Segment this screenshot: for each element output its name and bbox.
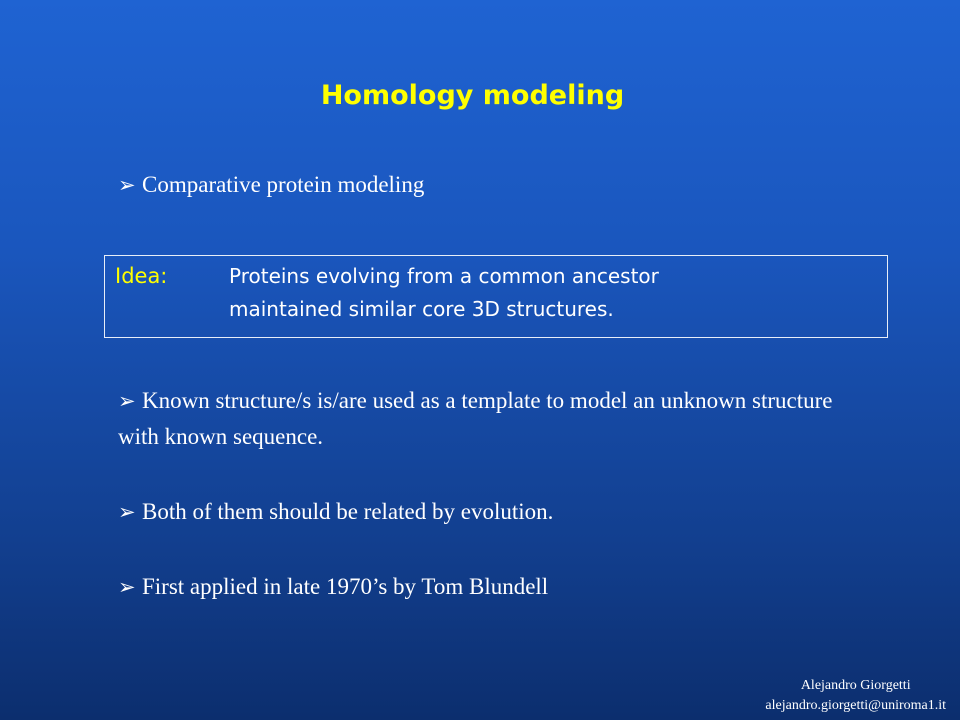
bullet-text: Both of them should be related by evolution. [142,499,554,524]
bullet-item [118,569,548,605]
idea-text: Proteins evolving from a common ancestor maintained similar core 3D structures. [229,264,659,321]
idea-label: Idea: [115,264,168,288]
bullet-text: First applied in late 1970’s by Tom Blundell [142,574,549,599]
footer-credit [765,676,946,716]
bullet-text: Comparative protein modeling [142,172,425,197]
arrow-bullet-icon: ➢ [118,389,136,413]
footer-author: Alejandro Giorgetti [800,678,911,693]
idea-box [104,255,888,338]
bullet-item [118,383,838,455]
bullet-text: Known structure/s is/are used as a template to model an unknown structure with known sequence. [118,388,833,449]
bullet-item [118,167,424,203]
bullet-item [118,494,553,530]
arrow-bullet-icon: ➢ [118,500,136,524]
footer-email: alejandro.giorgetti@uniroma1.it [765,698,946,713]
arrow-bullet-icon: ➢ [118,173,136,197]
arrow-bullet-icon: ➢ [118,575,136,599]
slide-title: Homology modeling [320,80,625,111]
